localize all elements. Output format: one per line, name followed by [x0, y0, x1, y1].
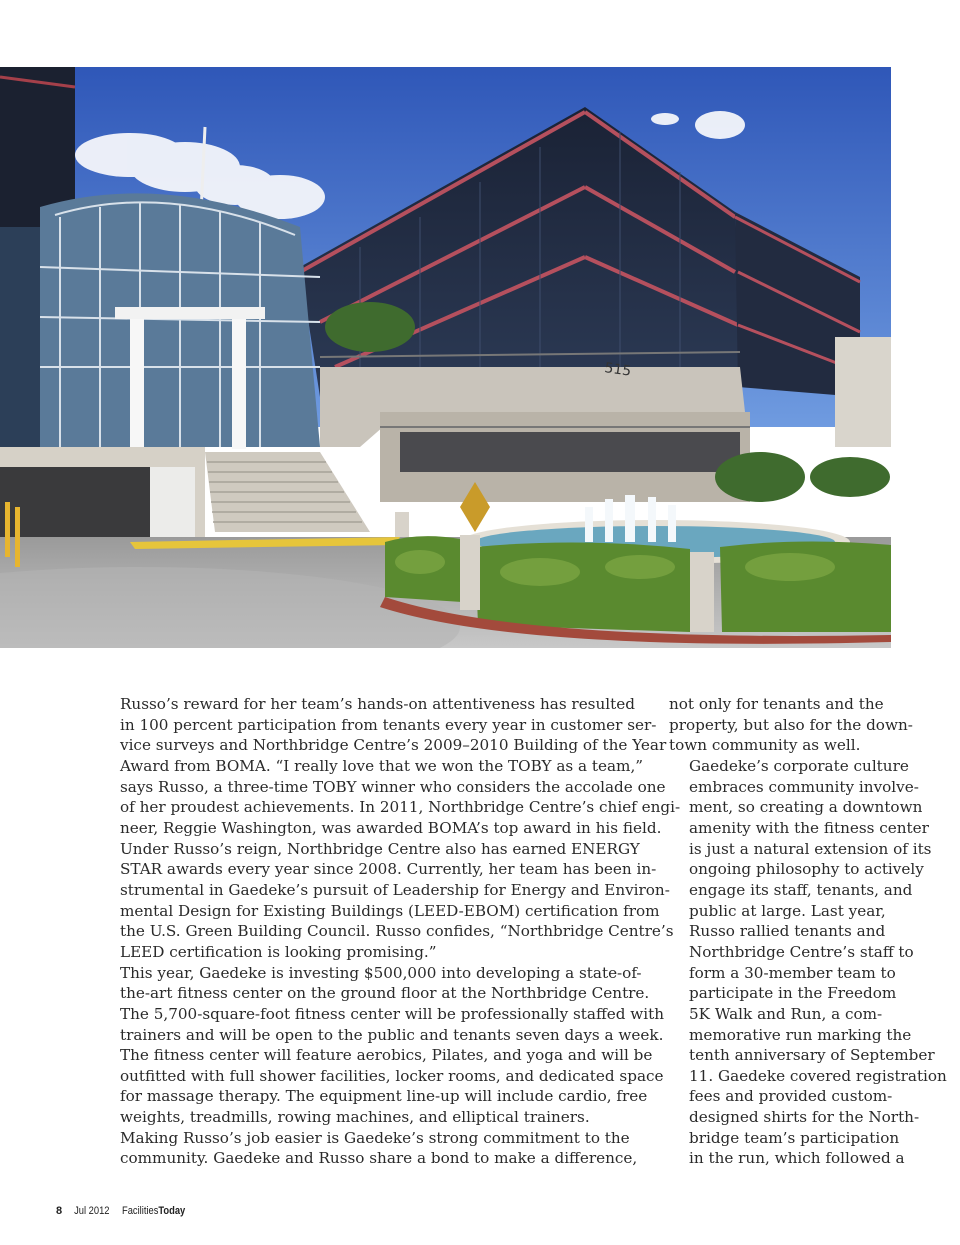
page-footer	[56, 1205, 196, 1217]
text-line: strumental in Gaedeke’s pursuit of Leadership for Energy and Environ-	[120, 880, 670, 899]
text-line: Russo rallied tenants and	[689, 922, 886, 941]
article-paragraph	[100, 1128, 638, 1169]
article-column-right	[669, 694, 947, 1169]
text-line: town community as well.	[669, 736, 861, 755]
text-line: property, but also for the down-	[669, 715, 913, 734]
text-line: Making Russo’s job easier is Gaedeke’s strong commitment to the	[120, 1128, 630, 1147]
text-line: mental Design for Existing Buildings (LEED-EBOM) certification from	[120, 901, 660, 920]
issue-date: Jul 2012	[74, 1205, 110, 1217]
publication-logo-bold: Today	[158, 1205, 186, 1217]
text-line: fees and provided custom-	[689, 1087, 893, 1106]
article-paragraph	[100, 963, 665, 1128]
page-number: 8	[56, 1205, 63, 1217]
text-line: 5K Walk and Run, a com-	[689, 1004, 883, 1023]
text-line: This year, Gaedeke is investing $500,000 into developing a state-of-	[120, 963, 642, 982]
building-number-sign: 515	[603, 360, 633, 380]
text-line: weights, treadmills, rowing machines, and elliptical trainers.	[120, 1108, 590, 1127]
building-photo	[0, 67, 891, 648]
text-line: amenity with the fitness center	[689, 818, 929, 837]
text-line: is just a natural extension of its	[689, 839, 932, 858]
text-line: neer, Reggie Washington, was awarded BOMA’s top award in his field.	[120, 818, 662, 837]
text-line: in 100 percent participation from tenants every year in customer ser-	[120, 715, 657, 734]
text-line: community. Gaedeke and Russo share a bond to make a difference,	[120, 1149, 638, 1168]
text-line: the-art fitness center on the ground floor at the Northbridge Centre.	[120, 984, 650, 1003]
text-line: embraces community involve-	[689, 777, 919, 796]
article-column-left	[100, 694, 681, 1169]
text-line: Northbridge Centre’s staff to	[689, 942, 914, 961]
text-line: Russo’s reward for her team’s hands-on attentiveness has resulted	[120, 695, 635, 713]
publication-logo-light: Facilities	[121, 1205, 159, 1217]
text-line: Award from BOMA. “I really love that we won the TOBY as a team,”	[120, 756, 644, 775]
text-line: Under Russo’s reign, Northbridge Centre also has earned ENERGY	[120, 839, 640, 858]
text-line: in the run, which followed a	[689, 1149, 905, 1168]
text-line: LEED certification is looking promising.”	[120, 942, 437, 961]
text-line: not only for tenants and the	[669, 695, 884, 713]
publication-logo	[122, 1205, 185, 1217]
text-line: form a 30-member team to	[689, 963, 896, 982]
text-line: the U.S. Green Building Council. Russo confides, “Northbridge Centre’s	[120, 922, 674, 941]
text-line: vice surveys and Northbridge Centre’s 2009–2010 Building of the Year	[120, 736, 667, 755]
text-line: tenth anniversary of September	[689, 1046, 935, 1065]
article-paragraph	[100, 694, 681, 839]
text-line: The fitness center will feature aerobics, Pilates, and yoga and will be	[120, 1046, 653, 1065]
text-line: bridge team’s participation	[689, 1128, 900, 1147]
text-line: public at large. Last year,	[689, 901, 886, 920]
text-line: 11. Gaedeke covered registration	[689, 1066, 947, 1085]
text-line: STAR awards every year since 2008. Currently, her team has been in-	[120, 860, 657, 879]
text-line: ongoing philosophy to actively	[689, 860, 924, 879]
text-line: designed shirts for the North-	[689, 1108, 920, 1127]
text-line: for massage therapy. The equipment line-up will include cardio, free	[120, 1087, 648, 1106]
text-line: outfitted with full shower facilities, locker rooms, and dedicated space	[120, 1066, 664, 1085]
text-line: engage its staff, tenants, and	[689, 880, 913, 899]
text-line: ment, so creating a downtown	[689, 798, 923, 817]
text-line: trainers and will be open to the public and tenants seven days a week.	[120, 1025, 664, 1044]
article-paragraph	[669, 756, 947, 1169]
text-line: memorative run marking the	[689, 1025, 912, 1044]
text-line: participate in the Freedom	[689, 984, 897, 1003]
text-line: Gaedeke’s corporate culture	[689, 756, 909, 775]
article-paragraph	[100, 839, 674, 963]
text-line: The 5,700-square-foot fitness center will be professionally staffed with	[120, 1004, 665, 1023]
text-line: says Russo, a three-time TOBY winner who considers the accolade one	[120, 777, 666, 796]
article-paragraph	[669, 694, 913, 756]
text-line: of her proudest achievements. In 2011, Northbridge Centre’s chief engi-	[120, 798, 681, 817]
